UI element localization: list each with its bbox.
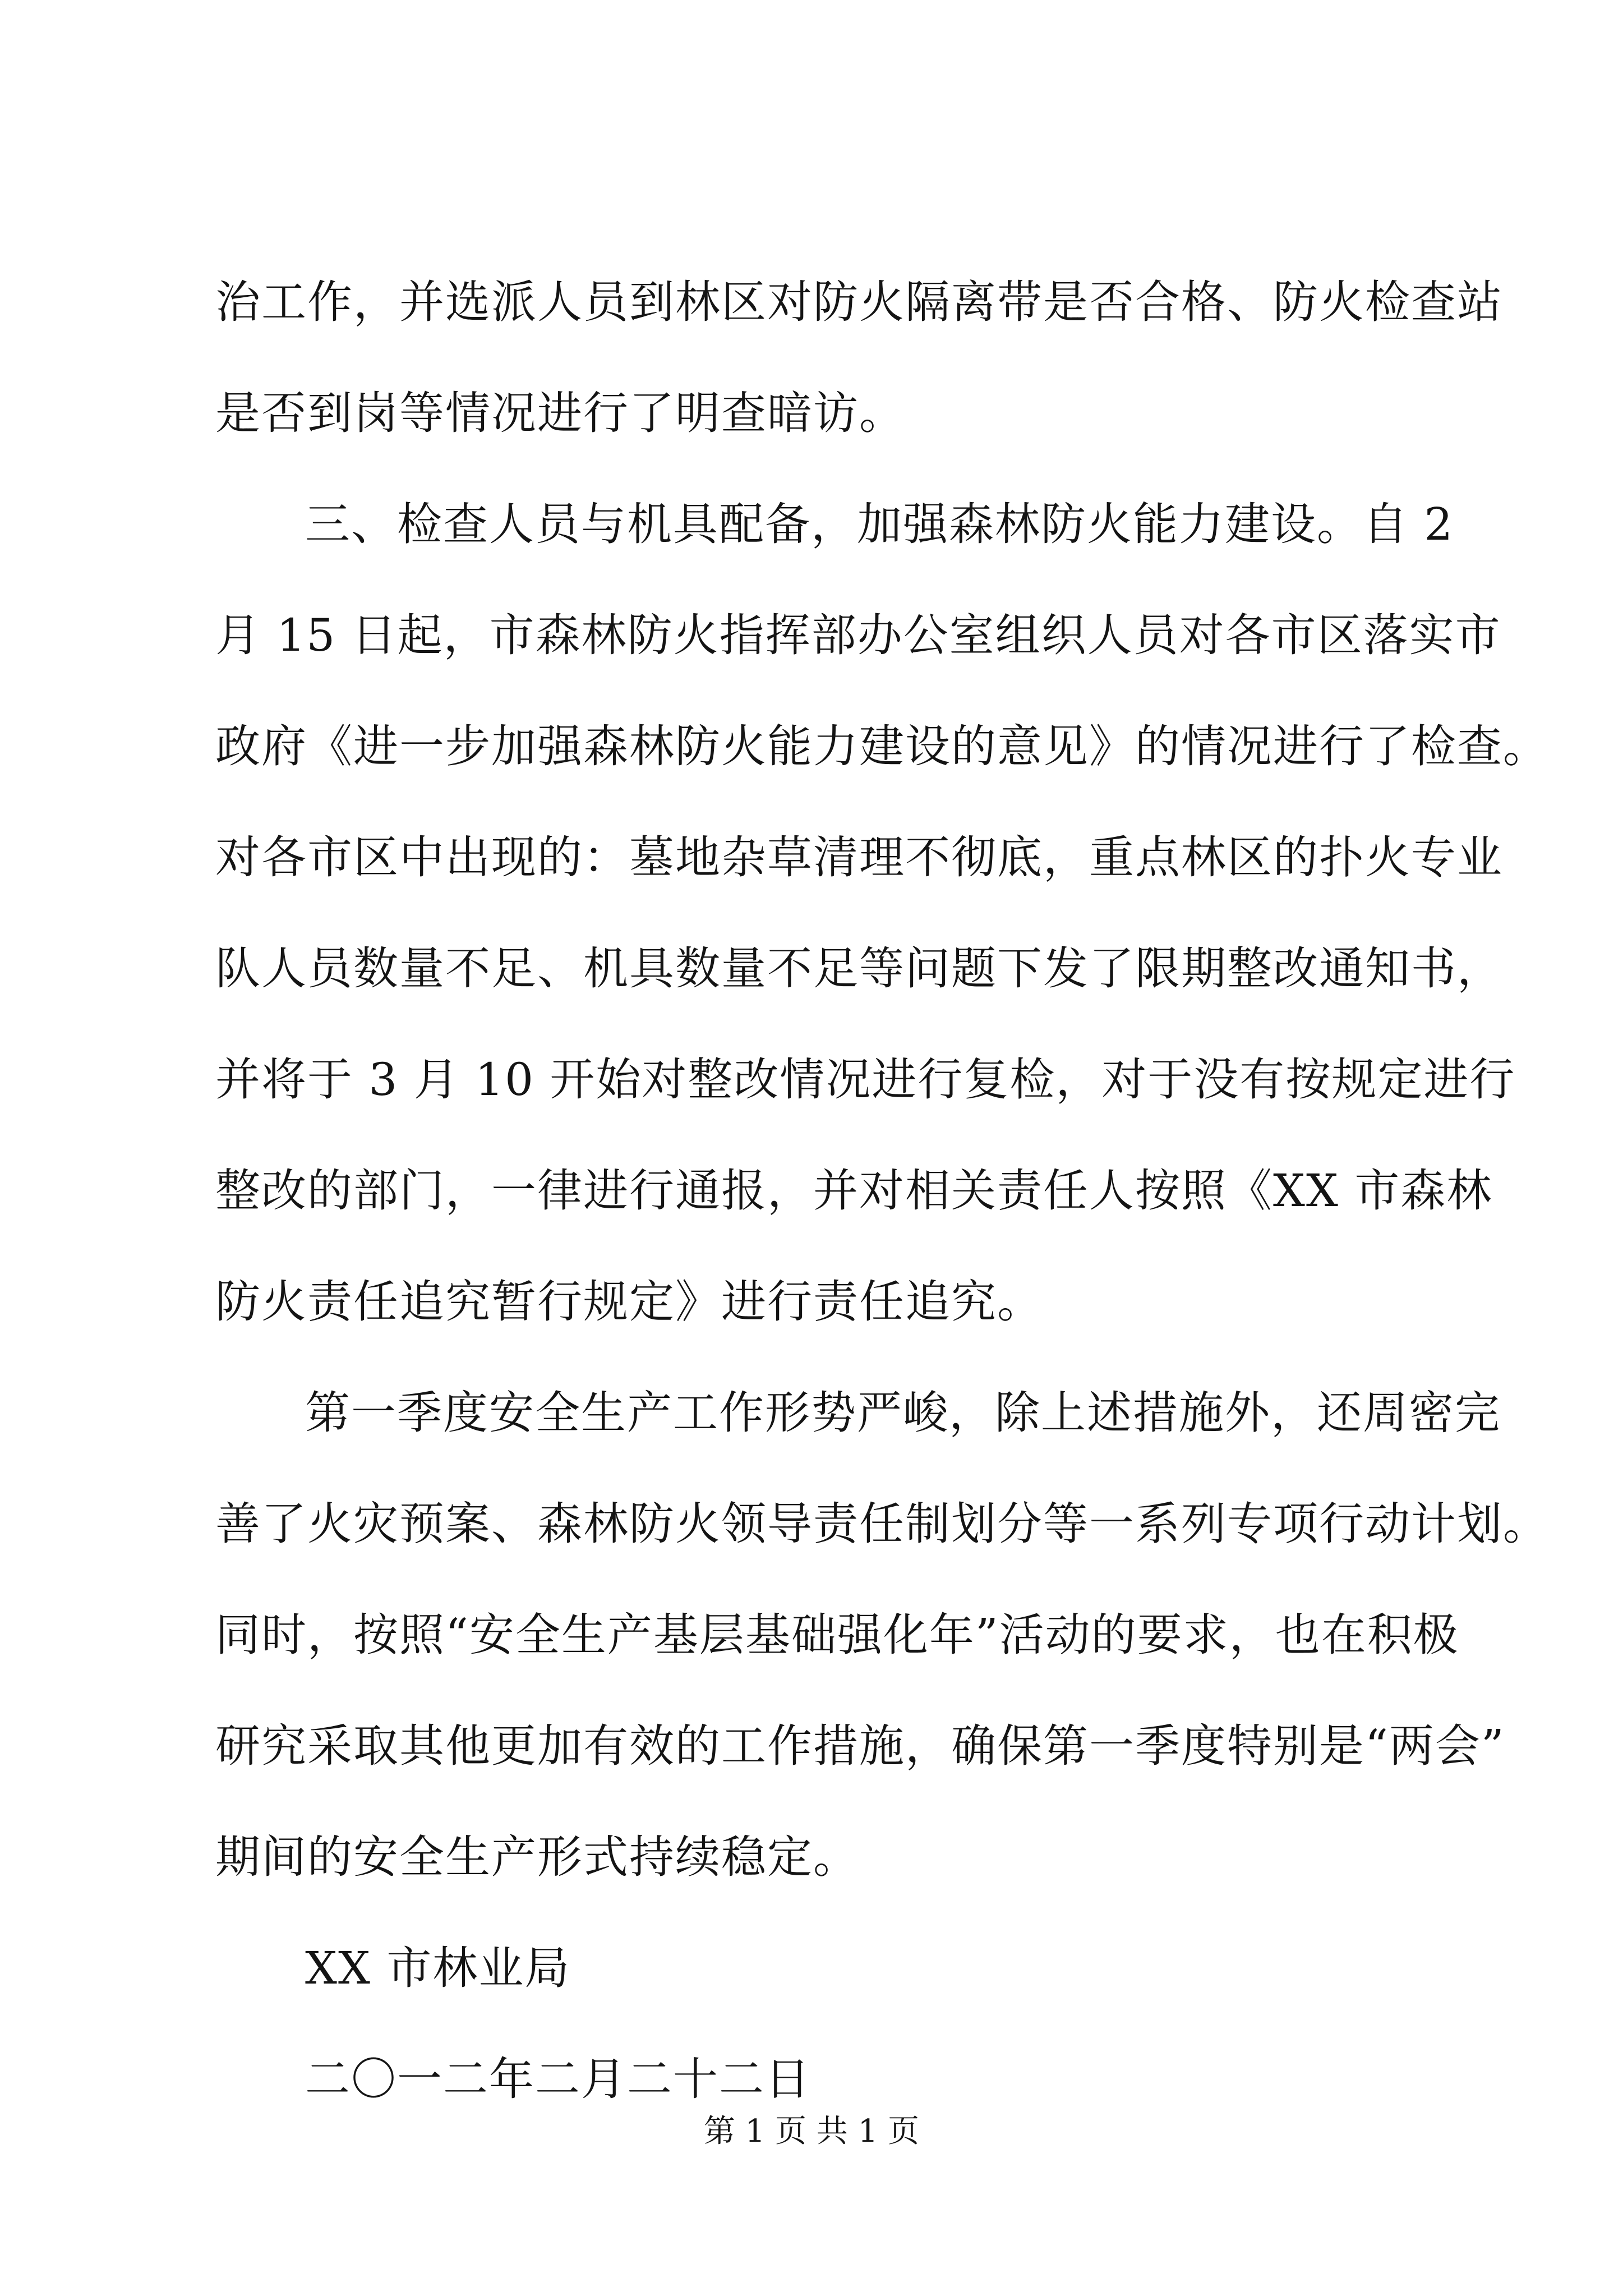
text-line: 同时，按照“安全生产基层基础强化年”活动的要求，也在积极 <box>215 1609 1459 1661</box>
text-line: 治工作，并选派人员到林区对防火隔离带是否合格、防火检查站 <box>215 276 1503 328</box>
document-body <box>215 247 1549 2135</box>
page-footer: 第 1 页 共 1 页 <box>703 2113 920 2150</box>
signature-organization: XX 市林业局 <box>305 1942 571 1994</box>
text-line: 对各市区中出现的：墓地杂草清理不彻底，重点林区的扑火专业 <box>215 831 1503 884</box>
text-line: 队人员数量不足、机具数量不足等问题下发了限期整改通知书， <box>215 942 1503 995</box>
signature-date: 二〇一二年二月二十二日 <box>305 2053 811 2105</box>
text-line: 政府《进一步加强森林防火能力建设的意见》的情况进行了检查。 <box>215 720 1549 772</box>
text-line: 月 15 日起，市森林防火指挥部办公室组织人员对各市区落实市 <box>215 609 1501 661</box>
text-line: 整改的部门，一律进行通报，并对相关责任人按照《XX 市森林 <box>215 1165 1493 1217</box>
text-line: 善了火灾预案、森林防火领导责任制划分等一系列专项行动计划。 <box>215 1498 1549 1550</box>
text-line: 期间的安全生产形式持续稳定。 <box>215 1831 859 1883</box>
text-line: 并将于 3 月 10 开始对整改情况进行复检，对于没有按规定进行 <box>215 1053 1516 1106</box>
text-line: 防火责任追究暂行规定》进行责任追究。 <box>215 1276 1043 1328</box>
text-line: 第一季度安全生产工作形势严峻，除上述措施外，还周密完 <box>305 1387 1501 1439</box>
text-line: 三、检查人员与机具配备，加强森林防火能力建设。自 2 <box>305 498 1454 550</box>
text-line: 研究采取其他更加有效的工作措施，确保第一季度特别是“两会” <box>215 1720 1505 1772</box>
text-line: 是否到岗等情况进行了明查暗访。 <box>215 387 905 439</box>
